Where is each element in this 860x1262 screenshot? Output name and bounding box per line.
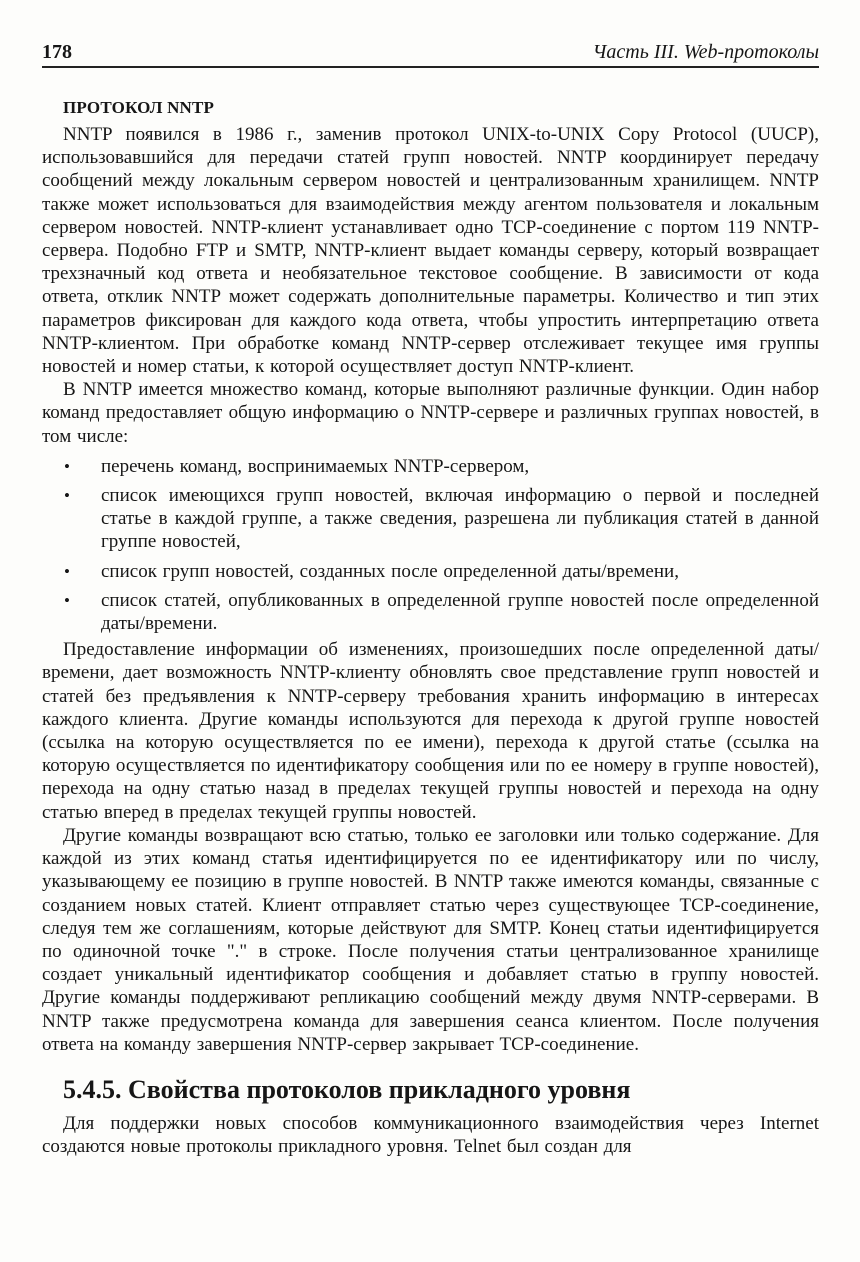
nntp-commands-bullet-list — [42, 455, 819, 635]
bullet-icon: • — [64, 590, 70, 610]
list-item — [42, 455, 819, 478]
page-header — [42, 41, 819, 63]
paragraph-nntp-command-groups: В NNTP имеется множество команд, которые выполняют различные функции. Один набор команд предоставляет общую информацию о NNTP-сервере и различных группах новостей, в том числе: — [42, 379, 819, 447]
paragraph-article-commands: Другие команды возвращают всю статью, только ее заголовки или только содержание. Для каждой из этих команд статья идентифицируется по ее идентификатору или по числу, указывающему ее позицию в группе новостей. В NNTP также имеются команды, связанные с созданием новых статей. Клиент отправляет статью через существующее TCP-соединение, следуя тем же соглашениям, которые действуют для SMTP. Конец статьи идентифицируется по одиночной точке "." в строке. После получения статьи централизованное хранилище создает уникальный идентификатор сообщения и добавляет статью в группу новостей. Другие команды поддерживают репликацию сообщений между двумя NNTP-серверами. В NNTP также предусмотрена команда для завершения сеанса клиентом. После получения ответа на команду завершения NNTP-сервер закрывает TCP-соединение. — [42, 824, 819, 1055]
paragraph-nntp-intro: NNTP появился в 1986 г., заменив протокол UNIX-to-UNIX Copy Protocol (UUCP), использовавшийся для передачи статей групп новостей. NNTP координирует передачу сообщений между локальным сервером новостей и централизованным хранилищем. NNTP также может использоваться для взаимодействия между агентом пользователя и локальным сервером новостей. NNTP-клиент устанавливает одно TCP-соединение с портом 119 NNTP-сервера. Подобно FTP и SMTP, NNTP-клиент выдает команды серверу, который возвращает трехзначный код ответа и необязательное текстовое сообщение. В зависимости от кода ответа, отклик NNTP может содержать дополнительные параметры. Количество и тип этих параметров фиксирован для каждого кода ответа, чтобы упростить интерпретацию ответа NNTP-клиентом. При обработке команд NNTP-сервер отслеживает текущее имя группы новостей и номер статьи, к которой осуществляет доступ NNTP-клиент. — [42, 124, 819, 378]
list-item — [42, 484, 819, 554]
list-item-text: список статей, опубликованных в определенной группе новостей после определенной даты/времени. — [101, 589, 819, 635]
protocol-nntp-heading: ПРОТОКОЛ NNTP — [63, 98, 215, 117]
list-item — [42, 589, 819, 635]
running-title: Часть III. Web-протоколы — [592, 41, 819, 63]
header-rule — [42, 66, 819, 68]
paragraph-new-protocols: Для поддержки новых способов коммуникационного взаимодействия через Internet создаются новые протоколы прикладного уровня. Telnet был создан для — [42, 1112, 819, 1158]
list-item-text: перечень команд, воспринимаемых NNTP-сервером, — [101, 455, 530, 477]
page-number: 178 — [42, 41, 72, 63]
list-item-text: список имеющихся групп новостей, включая информацию о первой и последней статье в каждой группе, а также сведения, разрешена ли публикация статей в данной группе новостей, — [101, 485, 819, 553]
list-item-text: список групп новостей, созданных после определенной даты/времени, — [101, 560, 679, 582]
section-heading-5-4-5: 5.4.5. Свойства протоколов прикладного уровня — [63, 1074, 631, 1104]
bullet-icon: • — [64, 486, 70, 506]
list-item — [42, 560, 819, 583]
paragraph-updates-info: Предоставление информации об изменениях, произошедших после определенной даты/времени, дает возможность NNTP-клиенту обновлять свое представление групп новостей и статей без предъявления к NNTP-серверу требования хранить информацию в интересах каждого клиента. Другие команды используются для перехода к другой группе новостей (ссылка на которую осуществляется по ее имени), перехода к другой статье (ссылка на которую осуществляется по идентификатору сообщения или по ее номеру в группе новостей), перехода на одну статью назад в пределах текущей группы новостей и перехода на одну статью вперед в пределах текущей группы новостей. — [42, 639, 819, 823]
bullet-icon: • — [64, 561, 70, 581]
bullet-icon: • — [64, 456, 70, 476]
